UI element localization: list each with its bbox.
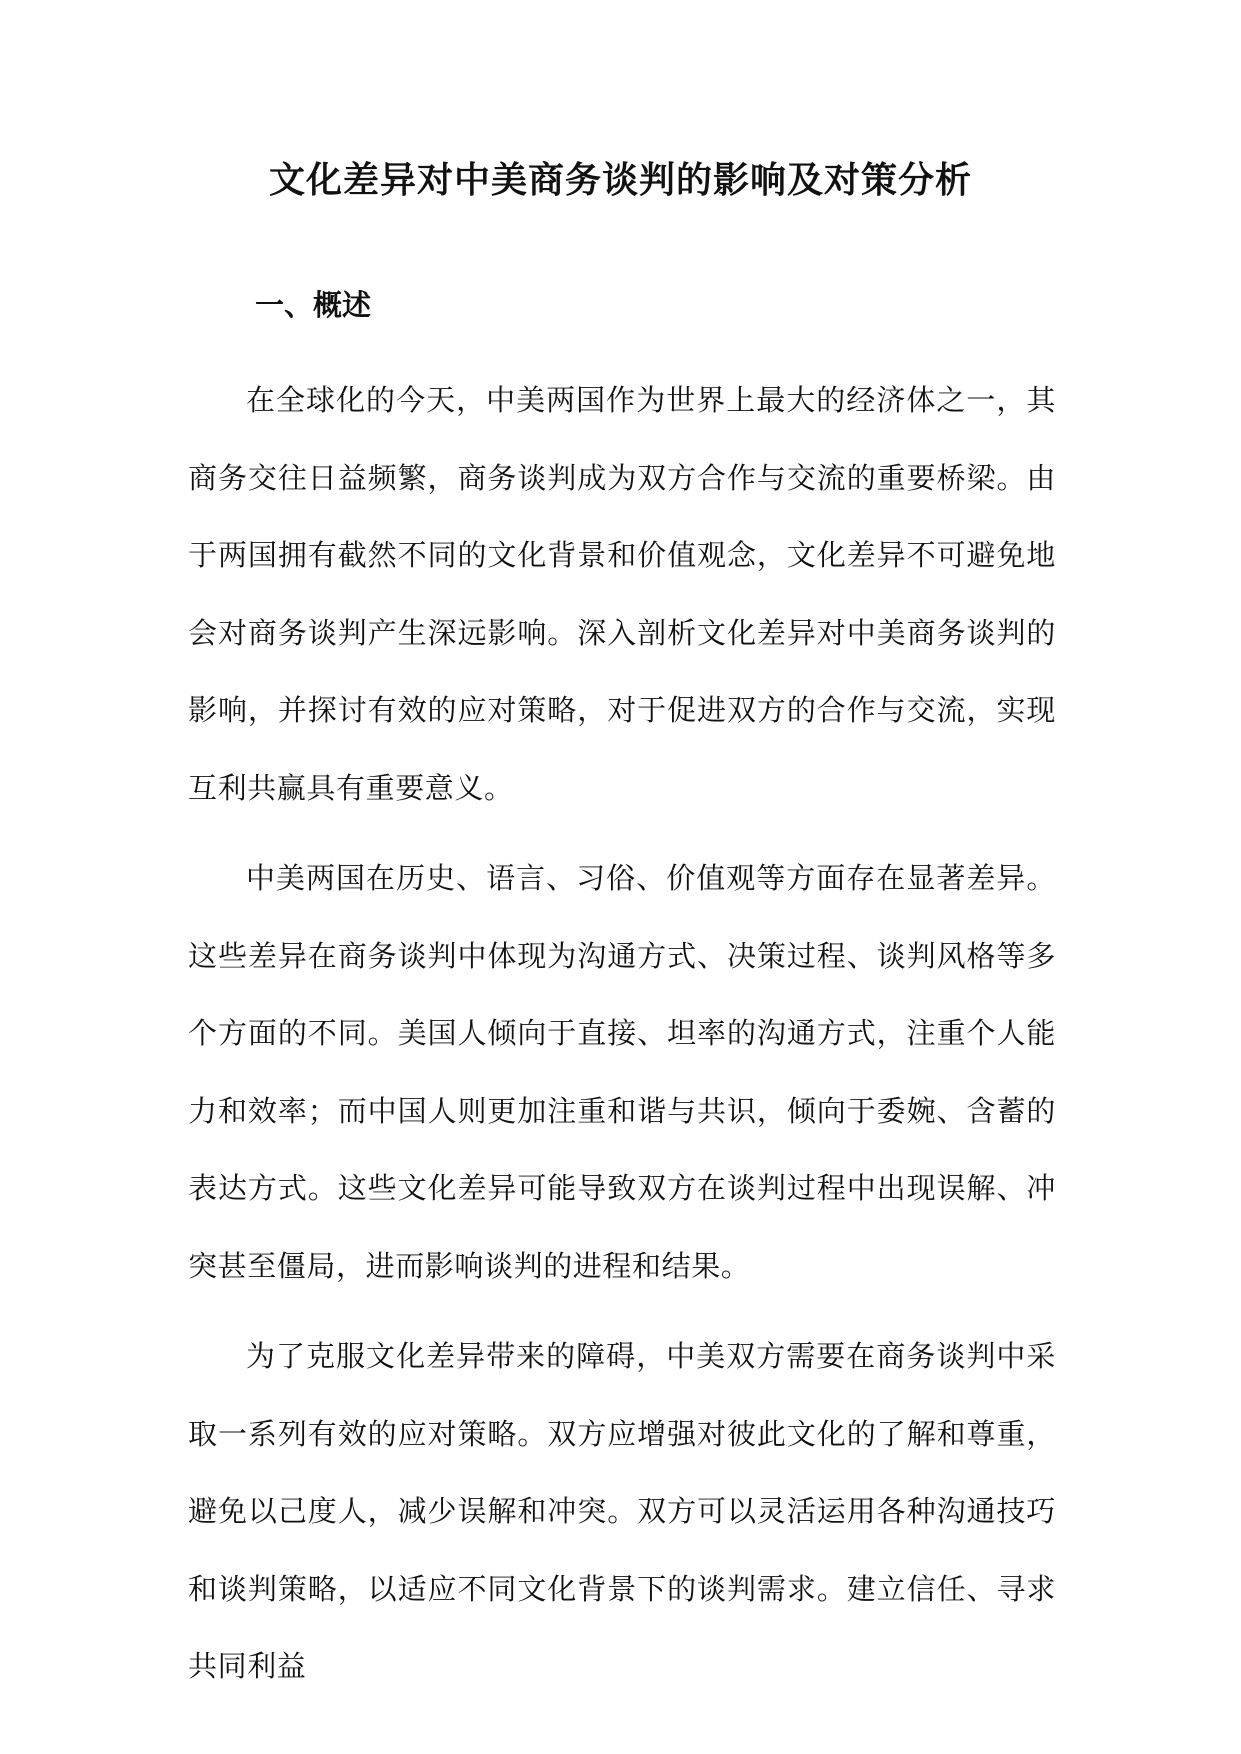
paragraph-2: 中美两国在历史、语言、习俗、价值观等方面存在显著差异。这些差异在商务谈判中体现为沟通方式、决策过程、谈判风格等多个方面的不同。美国人倾向于直接、坦率的沟通方式，注重个人能力和效率；而中国人则更加注重和谐与共识，倾向于委婉、含蓄的表达方式。这些文化差异可能导致双方在谈判过程中出现误解、冲突甚至僵局，进而影响谈判的进程和结果。 — [188, 861, 1056, 1283]
document-title: 文化差异对中美商务谈判的影响及对策分析 — [268, 159, 972, 201]
paragraph-1: 在全球化的今天，中美两国作为世界上最大的经济体之一，其商务交往日益频繁，商务谈判成为双方合作与交流的重要桥梁。由于两国拥有截然不同的文化背景和价值观念，文化差异不可避免地会对商务谈判产生深远影响。深入剖析文化差异对中美商务谈判的影响，并探讨有效的应对策略，对于促进双方的合作与交流，实现互利共赢具有重要意义。 — [188, 383, 1056, 805]
section-heading: 一、概述 — [255, 288, 372, 322]
body-text — [188, 362, 1056, 1719]
paragraph-3: 为了克服文化差异带来的障碍，中美双方需要在商务谈判中采取一系列有效的应对策略。双方应增强对彼此文化的了解和尊重，避免以己度人，减少误解和冲突。双方可以灵活运用各种沟通技巧和谈判策略，以适应不同文化背景下的谈判需求。建立信任、寻求共同利益 — [188, 1339, 1056, 1683]
